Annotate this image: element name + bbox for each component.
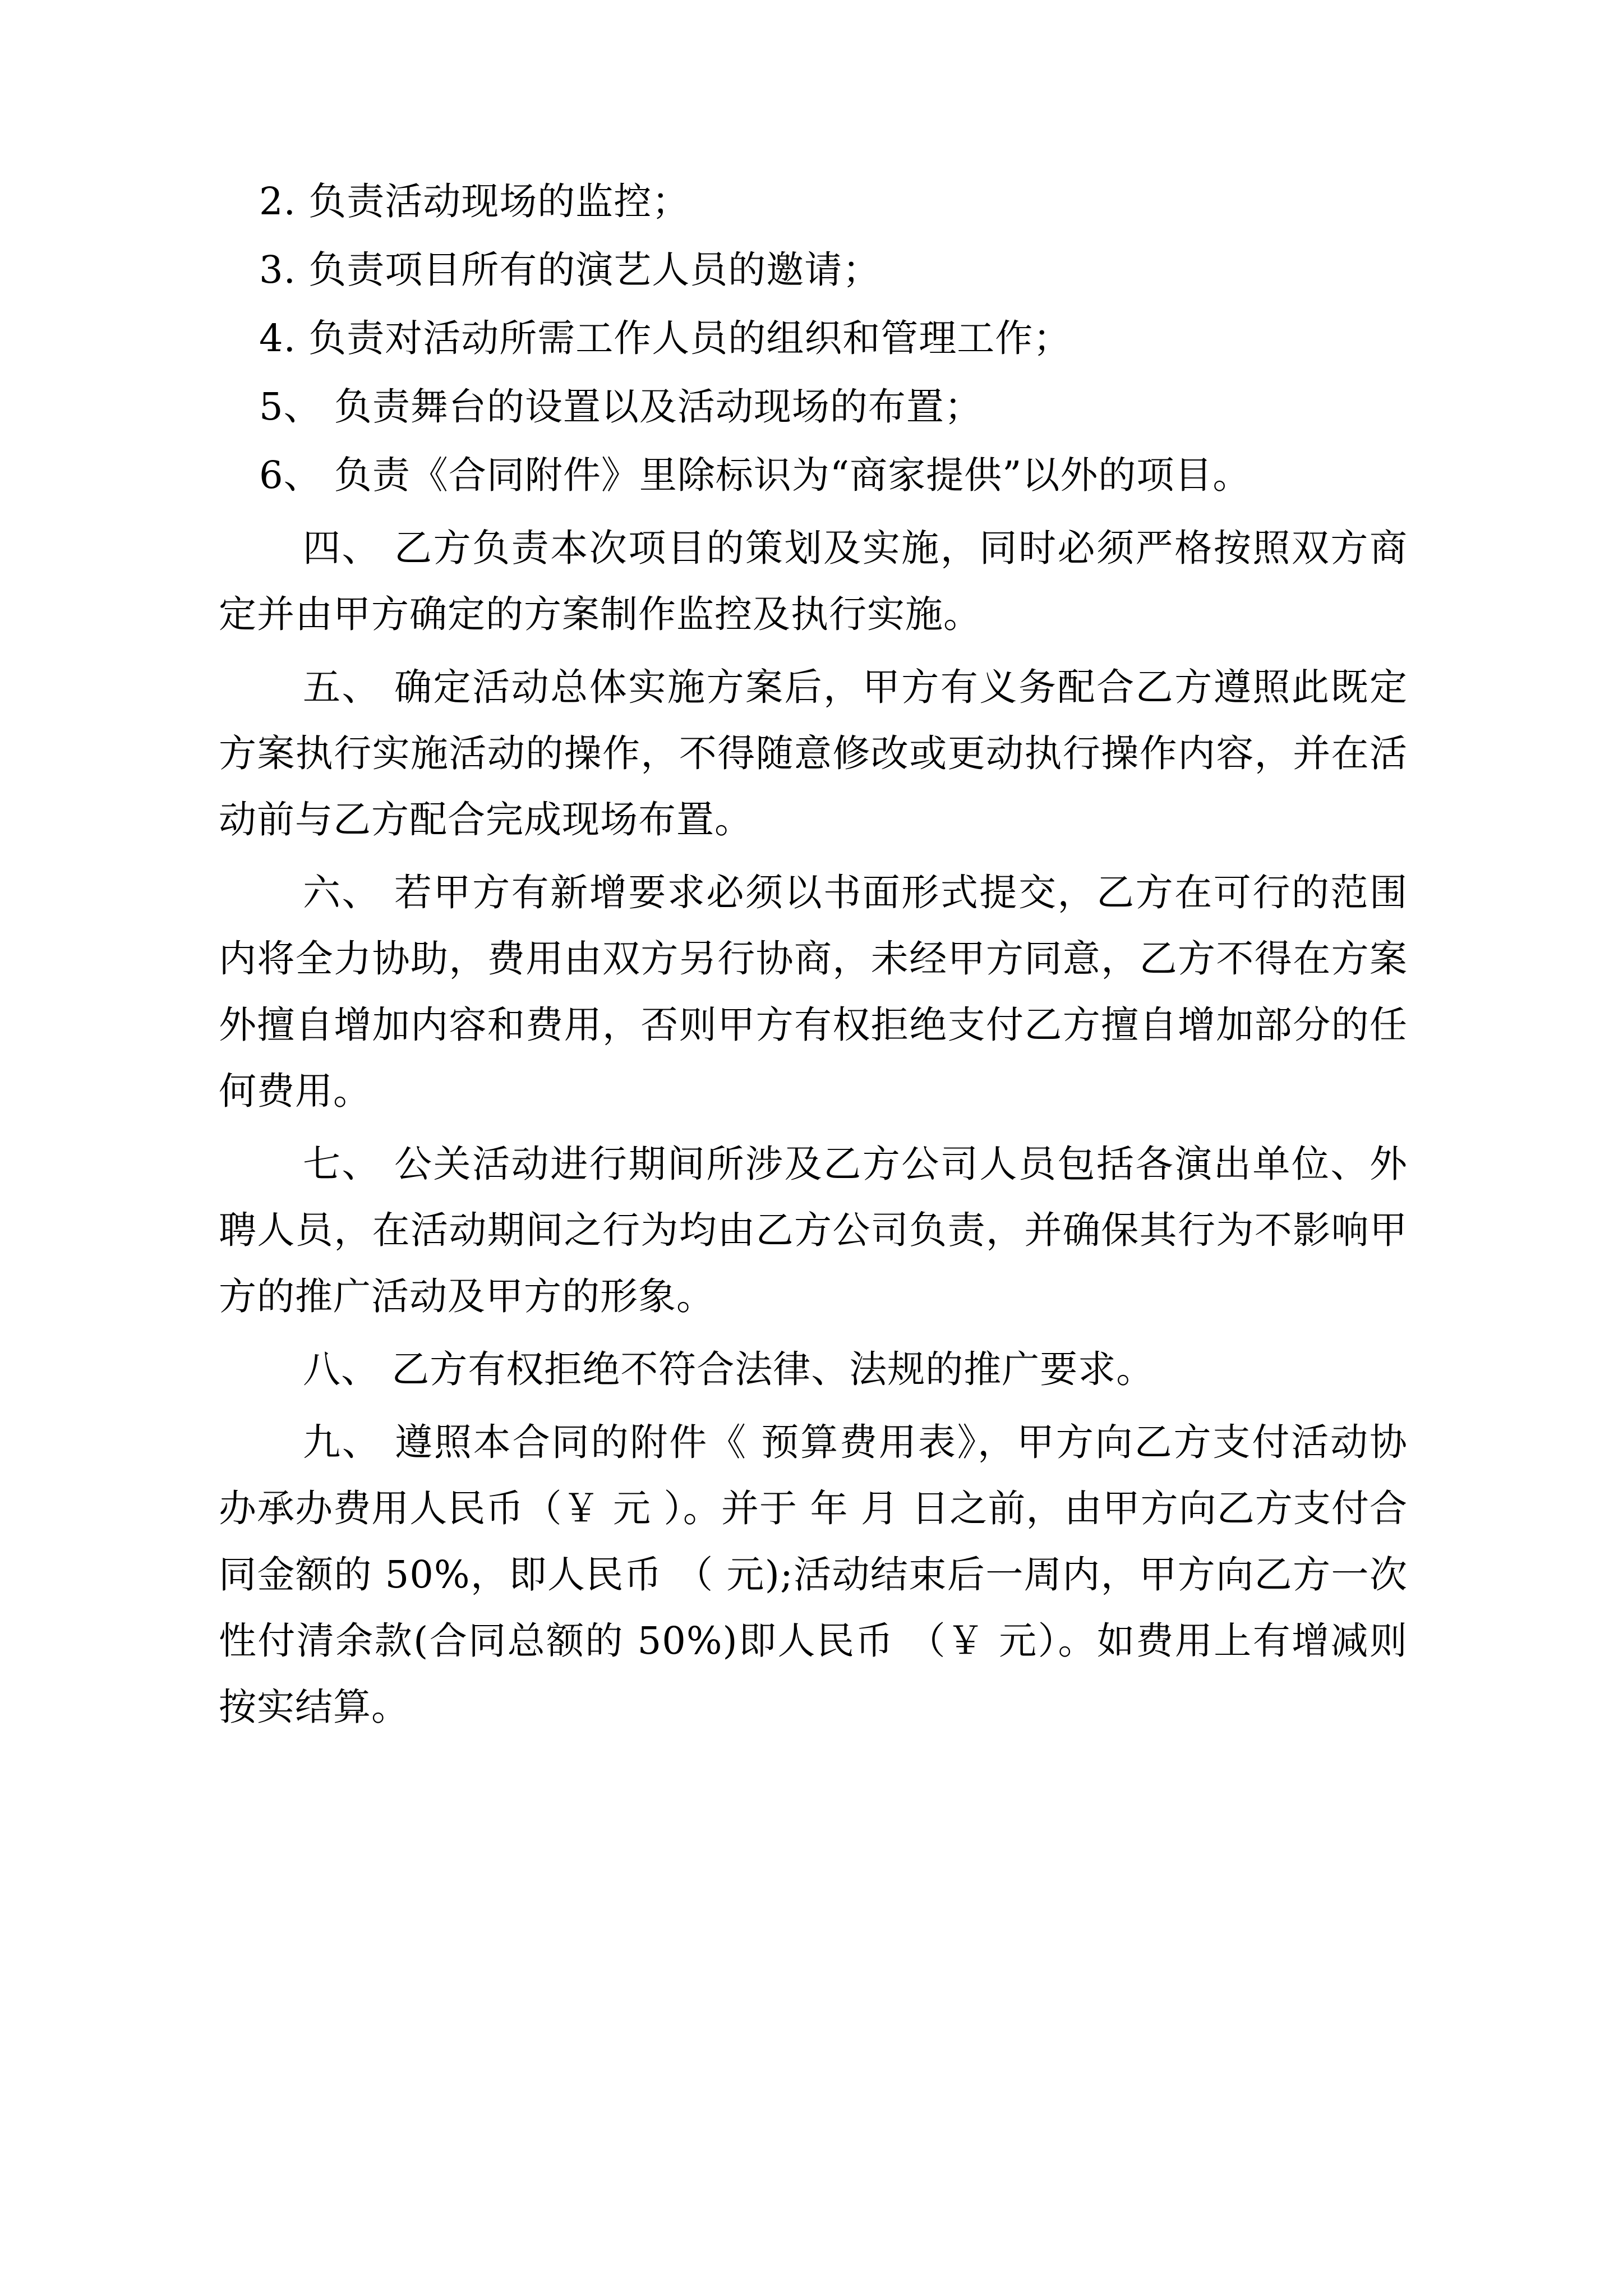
clause-paragraph: 七、 公关活动进行期间所涉及乙方公司人员包括各演出单位、外聘人员，在活动期间之行为均由乙方公司负责，并确保其行为不影响甲方的推广活动及甲方的形象。 [219, 1142, 1408, 1318]
list-item: 4. 负责对活动所需工作人员的组织和管理工作； [259, 316, 1072, 360]
list-item: 2. 负责活动现场的监控； [259, 180, 690, 223]
list-item: 5、 负责舞台的设置以及活动现场的布置； [259, 385, 983, 429]
clause-paragraph: 四、 乙方负责本次项目的策划及实施，同时必须严格按照双方商定并由甲方确定的方案制作监控及执行实施。 [219, 526, 1408, 636]
clause-paragraph: 五、 确定活动总体实施方案后，甲方有义务配合乙方遵照此既定方案执行实施活动的操作，不得随意修改或更动执行操作内容，并在活动前与乙方配合完成现场布置。 [219, 665, 1408, 841]
document-body [219, 168, 1408, 1742]
list-item: 6、 负责《合同附件》里除标识为“商家提供”以外的项目。 [259, 453, 1251, 497]
clause-paragraph: 九、 遵照本合同的附件《 预算费用表》，甲方向乙方支付活动协办承办费用人民币（￥ 元 ）。并于 年 月 日之前，由甲方向乙方支付合同金额的 50%，即人民币 （ 元);活动结束后一周内，甲方向乙方一次性付清余款(合同总额的 50%)即人民币 （￥ 元）。如费用上有增减则按实结算。 [219, 1420, 1408, 1729]
clause-paragraph: 八、 乙方有权拒绝不符合法律、法规的推广要求。 [303, 1347, 1155, 1391]
list-item: 3. 负责项目所有的演艺人员的邀请； [259, 248, 881, 292]
clause-paragraph: 六、 若甲方有新增要求必须以书面形式提交，乙方在可行的范围内将全力协助，费用由双方另行协商，未经甲方同意，乙方不得在方案外擅自增加内容和费用，否则甲方有权拒绝支付乙方擅自增加部分的任何费用。 [219, 871, 1408, 1113]
